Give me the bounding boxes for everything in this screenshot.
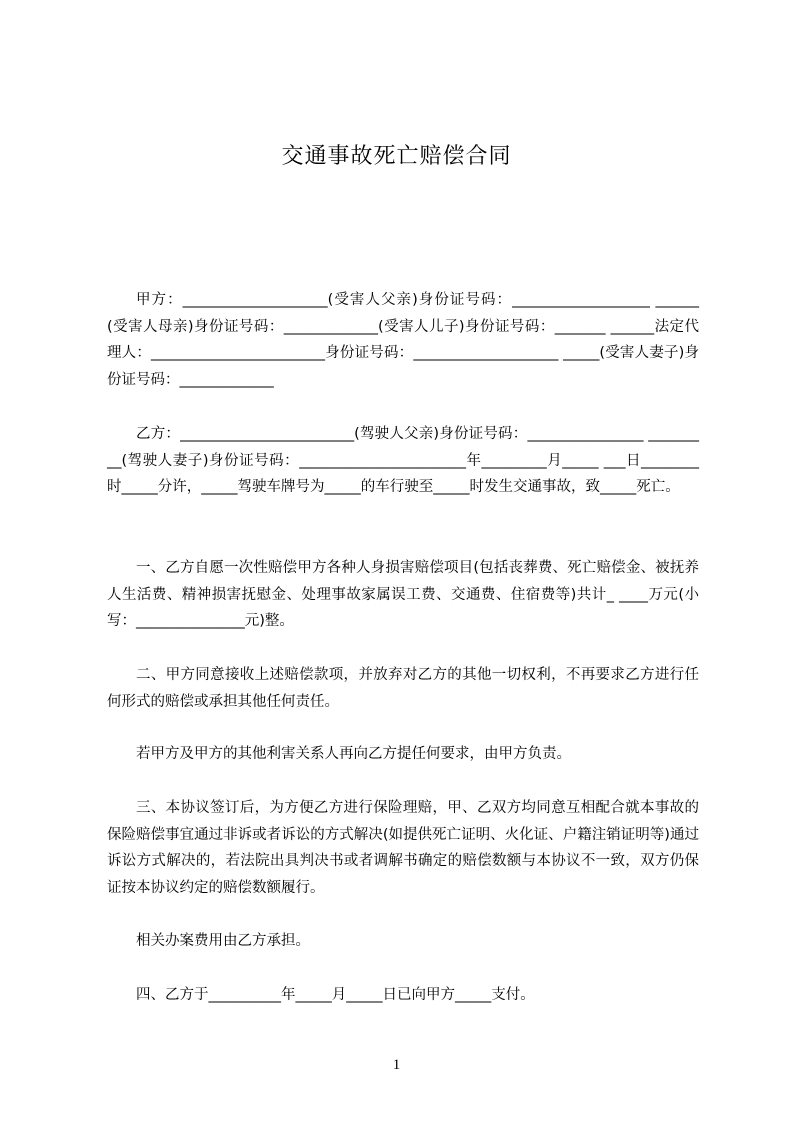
- page-number: 1: [392, 1057, 401, 1073]
- liability-note-paragraph: 若甲方及甲方的其他利害关系人再向乙方提任何要求，由甲方负责。: [136, 746, 571, 762]
- clause-three-paragraph: 三、本协议签订后，为方便乙方进行保险理赔，甲、乙双方均同意互相配合就本事故的保险赔偿事宜通过非诉或者诉讼的方式解决(如提供死亡证明、火化证、户籍注销证明等)通过诉讼方式解决的，若法院出具判决书或者调解书确定的赔偿数额与本协议不一致，双方仍保证按本协议约定的赔偿数额履行。: [107, 800, 699, 896]
- clause-one-paragraph: 一、乙方自愿一次性赔偿甲方各种人身损害赔偿项目(包括丧葬费、死亡赔偿金、被抚养人生活费、精神损害抚慰金、处理事故家属误工费、交通费、住宿费等)共计_ ____万元(小写：_______________元)整。: [107, 560, 699, 629]
- party-b-paragraph: 乙方：________________________(驾驶人父亲)身份证号码：________________ _________(驾驶人妻子)身份证号码：_______________________年_________月_____ ___日________时_____分许，_____驾驶车牌号为_____的车行驶至_____时发生交通事故，致_____死亡。: [107, 426, 699, 495]
- party-a-paragraph: 甲方：____________________(受害人父亲)身份证号码：___________________ ______(受害人母亲)身份证号码：_____________(受害人儿子)身份证号码：_______ ______法定代理人：________________________身份证号码：____________________ _____(受害人妻子)身份证号码：_____________: [107, 292, 699, 388]
- fees-note-paragraph: 相关办案费用由乙方承担。: [136, 933, 310, 949]
- clause-two-paragraph: 二、甲方同意接收上述赔偿款项，并放弃对乙方的其他一切权利，不再要求乙方进行任何形式的赔偿或承担其他任何责任。: [107, 667, 699, 710]
- document-title: 交通事故死亡赔偿合同: [281, 144, 512, 169]
- clause-four-paragraph: 四、乙方于__________年_____月_____日已向甲方_____支付。: [136, 987, 535, 1003]
